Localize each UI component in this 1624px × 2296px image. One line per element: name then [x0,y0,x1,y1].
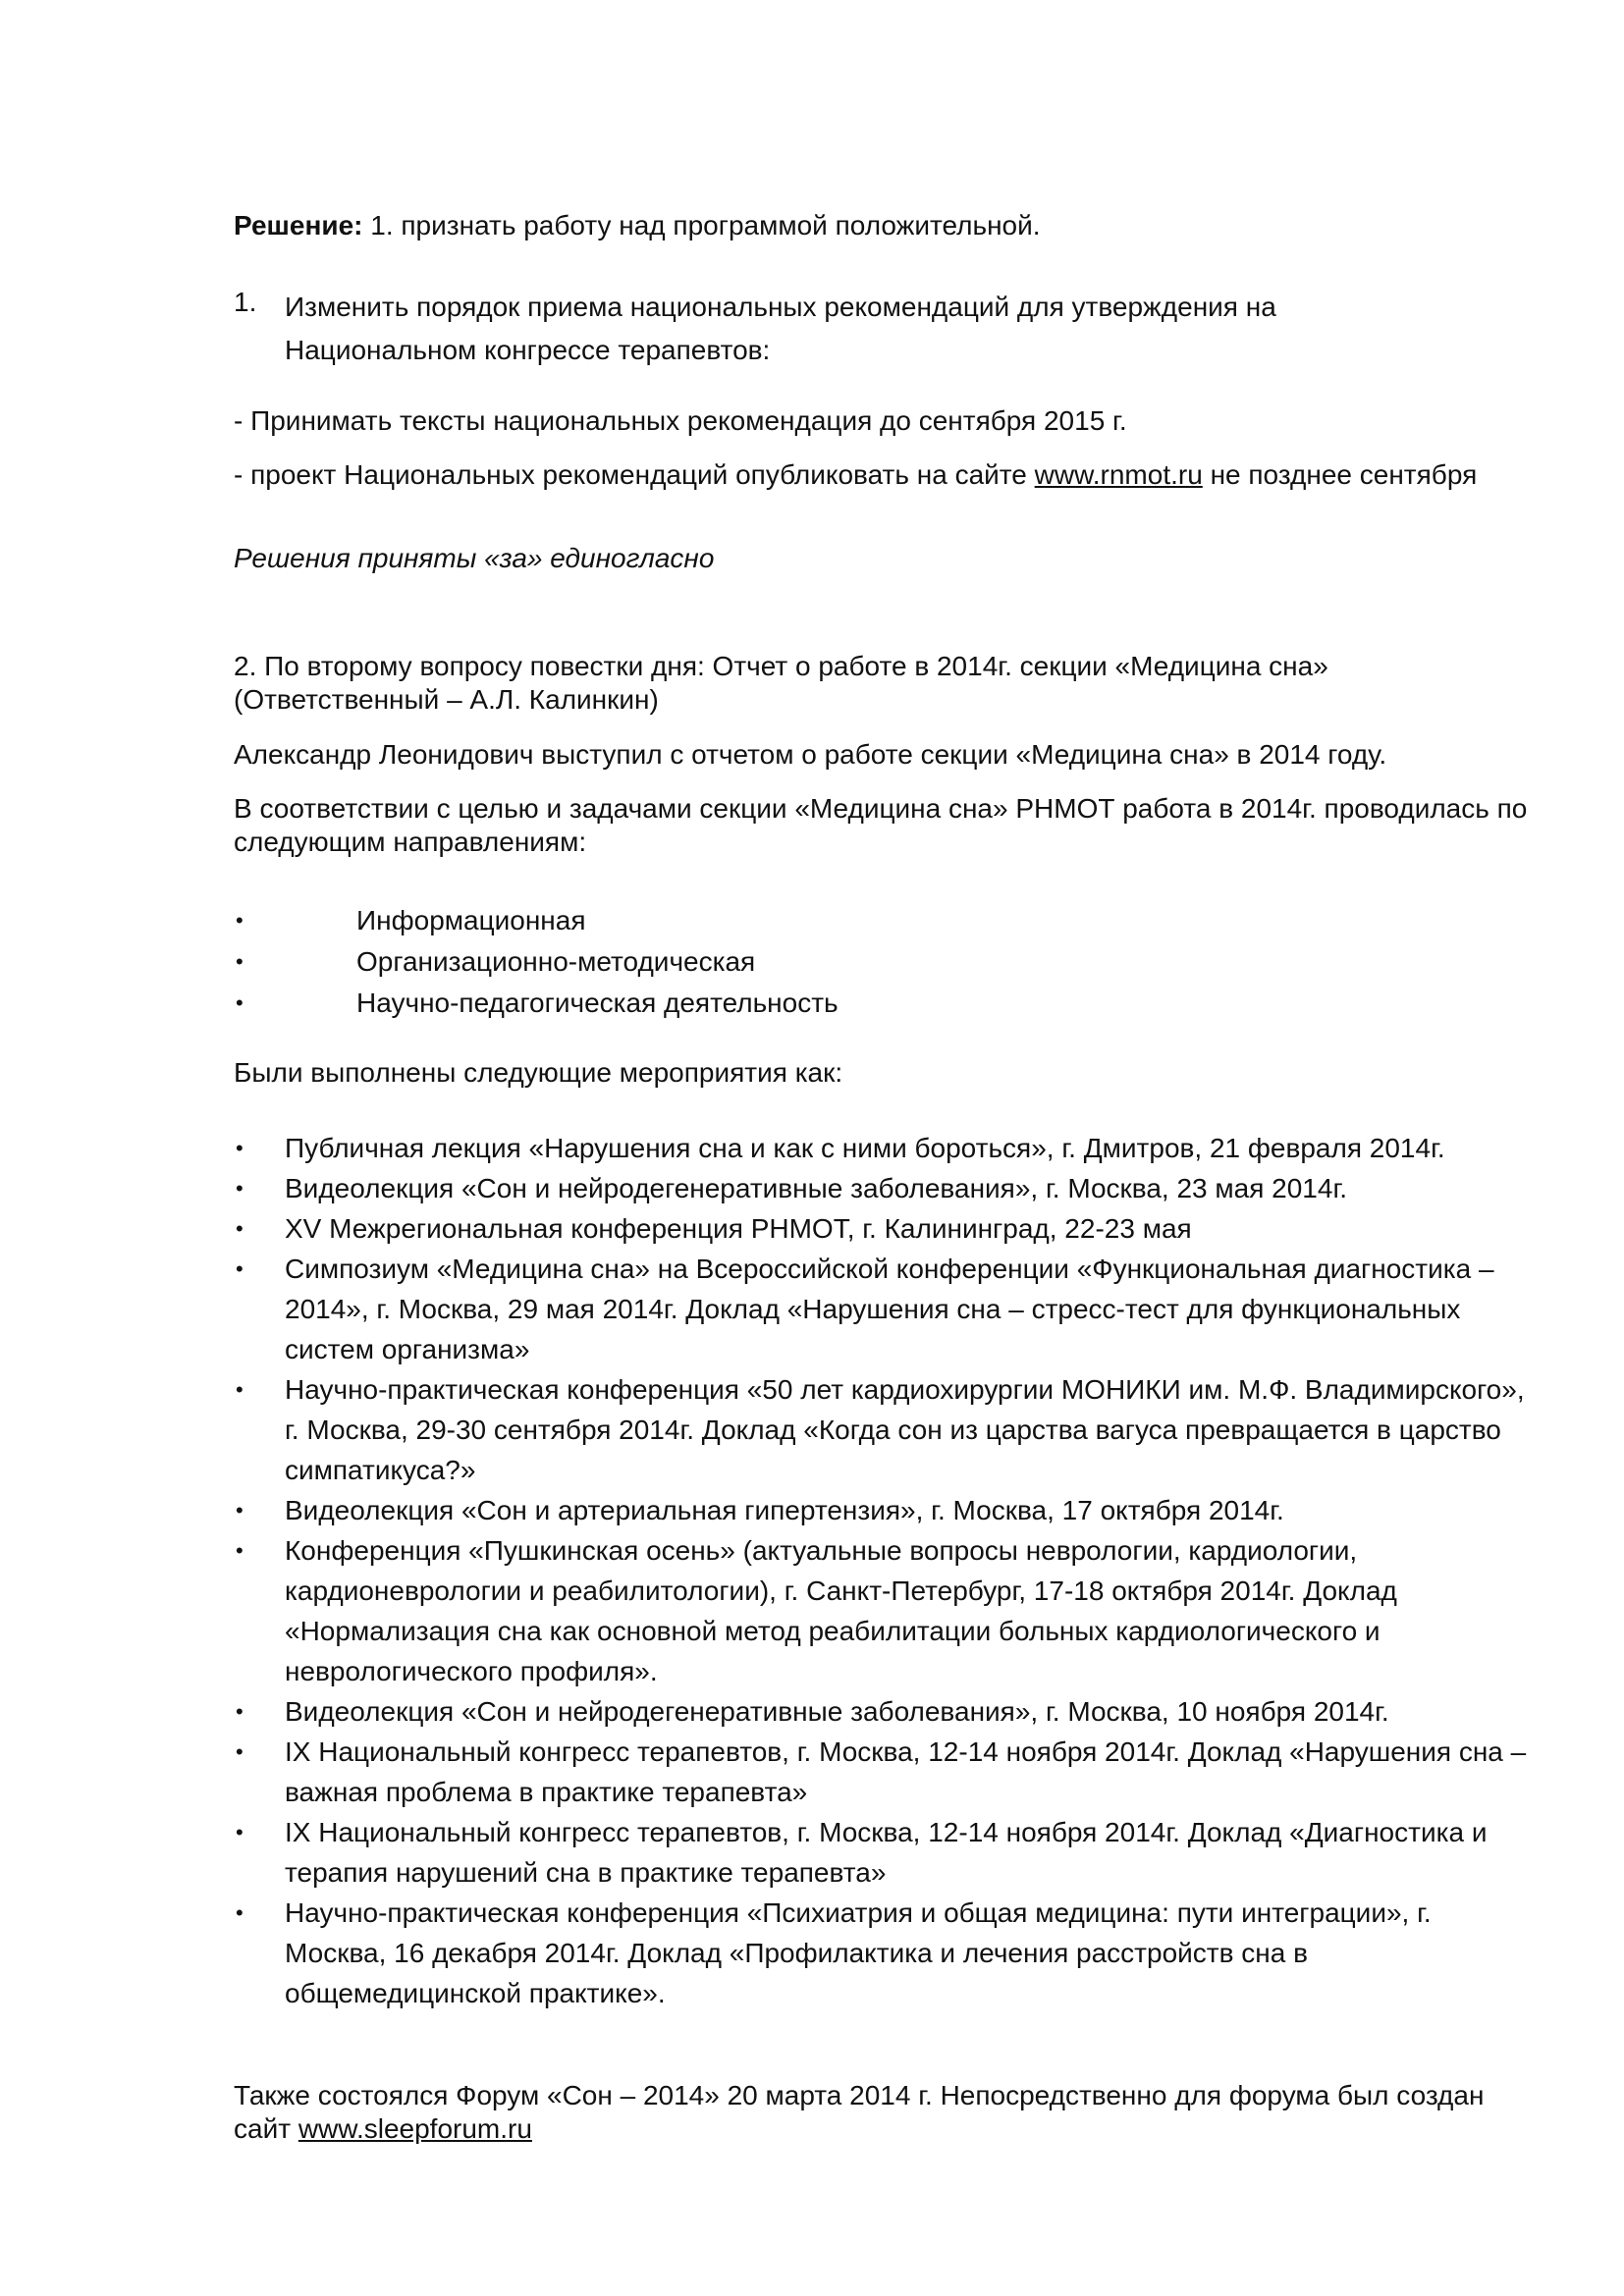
list-item [234,1530,1540,1691]
event-text: Конференция «Пушкинская осень» (актуальные вопросы неврологии, кардиологии, кардионеврологии и реабилитологии), г. Санкт-Петербург, 17-18 октября 2014г. Доклад «Нормализация сна как основной метод реабилитации больных кардиологического и неврологического профиля». [285,1535,1397,1686]
rnmot-link[interactable]: www.rnmot.ru [1034,459,1203,490]
bullet-icon: • [236,1176,244,1201]
direction-label: Информационная [356,905,586,935]
list-item [234,1691,1540,1732]
event-text: Видеолекция «Сон и артериальная гипертензия», г. Москва, 17 октября 2014г. [285,1495,1284,1525]
bullet-icon: • [236,1256,244,1281]
decision-text: 1. признать работу над программой положительной. [362,210,1041,240]
bullet-icon: • [236,1900,244,1925]
bullet-icon: • [236,1498,244,1522]
bullet-icon: • [236,1699,244,1724]
list-item [234,900,1510,941]
event-text: IX Национальный конгресс терапевтов, г. Москва, 12-14 ноября 2014г. Доклад «Диагностика и терапия нарушений сна в практике терапевта» [285,1817,1488,1888]
sleepforum-link[interactable]: www.sleepforum.ru [298,2113,532,2144]
bullet-icon: • [236,1739,244,1764]
decision-label: Решение: [234,210,363,240]
list-item [234,941,1510,983]
question-2-heading: 2. По второму вопросу повестки дня: Отчет о работе в 2014г. секции «Медицина сна» (Ответственный – А.Л. Калинкин) [234,651,1328,715]
list-item [234,1490,1540,1530]
item-number: 1. [234,287,257,317]
forum-paragraph [234,2079,1530,2146]
event-text: XV Межрегиональная конференция РНМОТ, г. Калининград, 22-23 мая [285,1213,1192,1244]
dash-line-1: - Принимать тексты национальных рекомендация до сентября 2015 г. [234,405,1127,436]
list-item [234,1249,1540,1369]
list-item [234,1369,1540,1490]
decision-paragraph [234,209,1530,242]
dash2-after: не позднее сентября [1202,459,1478,490]
directions-intro: В соответствии с целью и задачами секции «Медицина сна» РНМОТ работа в 2014г. проводилась по следующим направлениям: [234,793,1528,857]
event-text: Научно-практическая конференция «Психиатрия и общая медицина: пути интеграции», г. Москва, 16 декабря 2014г. Доклад «Профилактика и лечения расстройств сна в общемедицинской практике». [285,1897,1432,2008]
events-intro: Были выполнены следующие мероприятия как: [234,1057,843,1088]
event-text: Видеолекция «Сон и нейродегенеративные заболевания», г. Москва, 10 ноября 2014г. [285,1696,1389,1727]
list-item [234,1812,1540,1893]
event-text: Симпозиум «Медицина сна» на Всероссийской конференции «Функциональная диагностика – 2014», г. Москва, 29 мая 2014г. Доклад «Нарушения сна – стресс-тест для функциональных систем организма» [285,1254,1494,1364]
event-text: Научно-практическая конференция «50 лет кардиохирургии МОНИКИ им. М.Ф. Владимирского», г. Москва, 29-30 сентября 2014г. Доклад «Когда сон из царства вагуса превращается в царство симпатикуса?» [285,1374,1525,1485]
direction-label: Организационно-методическая [356,946,756,977]
bullet-icon: • [236,908,244,933]
bullet-icon: • [236,1377,244,1402]
report-paragraph: Александр Леонидович выступил с отчетом о работе секции «Медицина сна» в 2014 году. [234,739,1387,770]
decisions-accepted-note: Решения приняты «за» единогласно [234,543,715,573]
list-item [234,1732,1540,1812]
bullet-icon: • [236,1136,244,1160]
bullet-icon: • [236,1820,244,1844]
direction-label: Научно-педагогическая деятельность [356,988,839,1018]
event-text: Видеолекция «Сон и нейродегенеративные заболевания», г. Москва, 23 мая 2014г. [285,1173,1348,1203]
list-item [234,1208,1540,1249]
item-text: Изменить порядок приема национальных рекомендаций для утверждения на Национальном конгрессе терапевтов: [285,292,1276,365]
forum-text: Также состоялся Форум «Сон – 2014» 20 марта 2014 г. Непосредственно для форума был создан сайт [234,2080,1485,2144]
events-list [234,1128,1540,2013]
dash2-before: - проект Национальных рекомендаций опубликовать на сайте [234,459,1035,490]
dash-line-2 [234,458,1530,492]
list-item [234,983,1510,1024]
directions-list [234,900,1510,1024]
list-item [234,1168,1540,1208]
event-text: IX Национальный конгресс терапевтов, г. Москва, 12-14 ноября 2014г. Доклад «Нарушения сна – важная проблема в практике терапевта» [285,1736,1527,1807]
bullet-icon: • [236,949,244,974]
list-item [234,1128,1540,1168]
bullet-icon: • [236,1538,244,1563]
numbered-item-1 [234,286,1530,372]
list-item [234,1893,1540,2013]
bullet-icon: • [236,1216,244,1241]
bullet-icon: • [236,990,244,1015]
event-text: Публичная лекция «Нарушения сна и как с ними бороться», г. Дмитров, 21 февраля 2014г. [285,1133,1445,1163]
